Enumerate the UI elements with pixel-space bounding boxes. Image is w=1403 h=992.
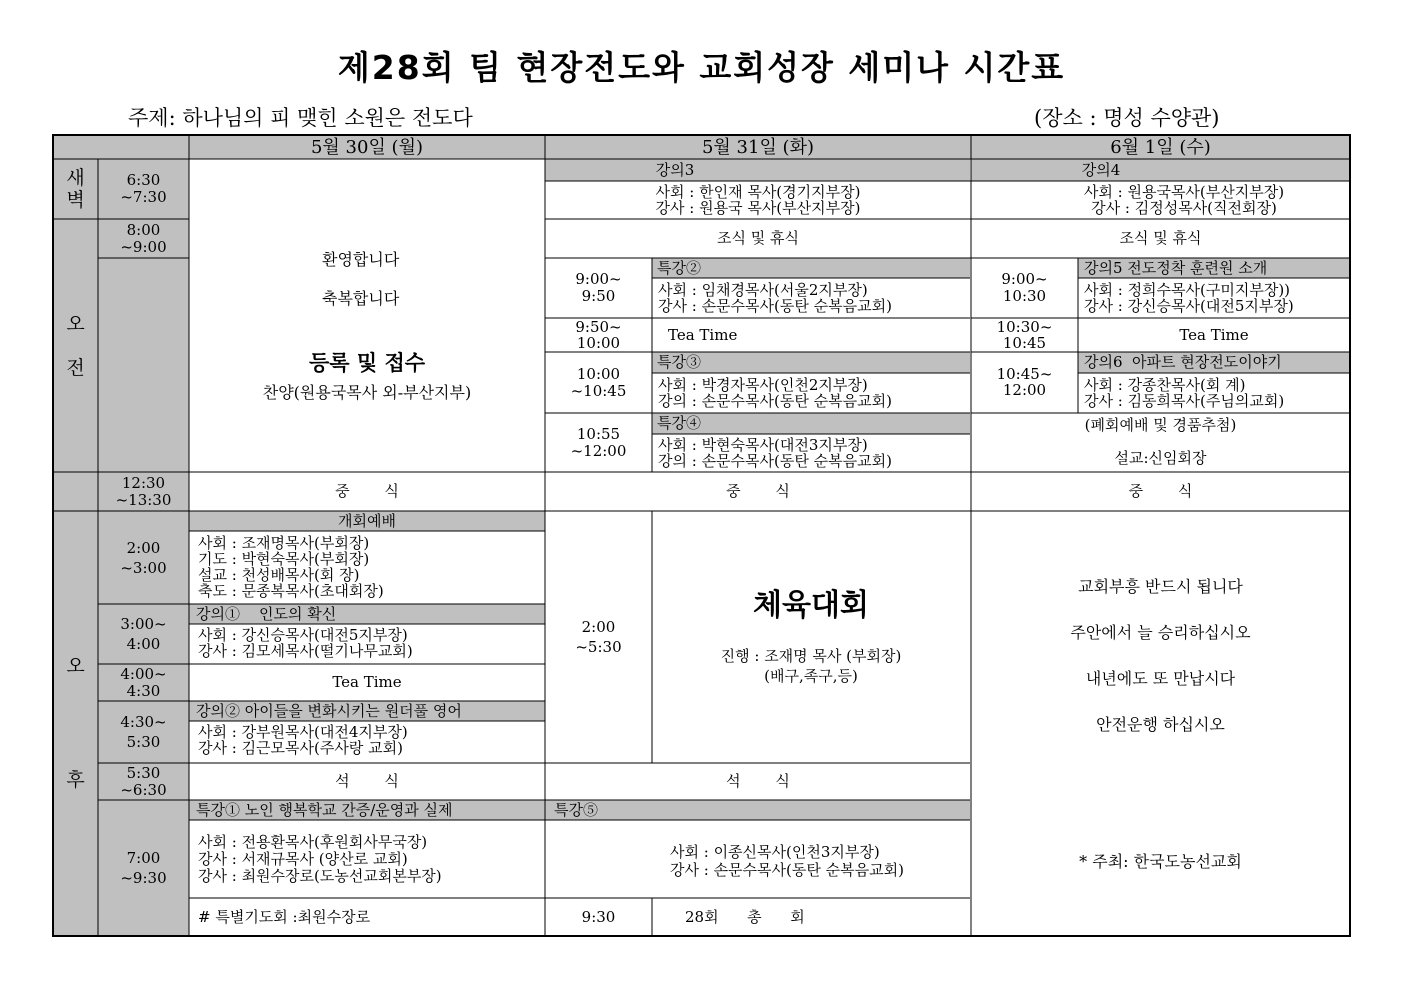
special2-body: 사회 : 임채경목사(서울2지부장) 강사 : 손문수목사(동탄 순복음교회) xyxy=(658,281,892,315)
special2-header: 특강② xyxy=(657,259,701,277)
lecture4-body: 사회 : 원용국목사(부산지부장) 강사 : 김정성목사(직전회장) xyxy=(1083,183,1285,217)
closing-message-1: 교회부흥 반드시 됩니다 xyxy=(1078,576,1243,596)
praise-text: 찬양(원용국목사 외-부산지부) xyxy=(262,382,472,402)
special4-body: 사회 : 박현숙목사(대전3지부장) 강의 : 손문수목사(동탄 순복음교회) xyxy=(658,436,892,470)
sports-time: 2:00 ~5:30 xyxy=(575,618,622,656)
general-meeting-time: 9:30 xyxy=(581,907,616,926)
time-1400: 2:00 ~3:00 xyxy=(120,538,167,577)
lecture1-body: 사회 : 강신승목사(대전5지부장) 강사 : 김모세목사(떨기나무교회) xyxy=(198,626,413,660)
lecture6-body: 사회 : 강종찬목사(회 계) 강사 : 김동희목사(주님의교회) xyxy=(1084,376,1285,410)
period-pm: 오 후 xyxy=(66,655,85,791)
lecture4-header: 강의4 xyxy=(1081,160,1121,179)
time-1500: 3:00~ 4:00 xyxy=(120,615,167,653)
tue-time-1000: 10:00 ~10:45 xyxy=(570,364,627,400)
closing-message-2: 주안에서 늘 승리하십시오 xyxy=(1070,622,1251,642)
opening-service-body: 사회 : 조재명목사(부회장) 기도 : 박현숙목사(부회장) 설교 : 천성배목사(회 장) 축도 : 문종복목사(초대회장) xyxy=(198,534,384,600)
special5-body: 사회 : 이종신목사(인천3지부장) 강사 : 손문수목사(동탄 순복음교회) xyxy=(670,843,904,879)
period-dawn: 새 벽 xyxy=(66,167,85,211)
closing-message-4: 안전운행 하십시오 xyxy=(1096,714,1225,734)
mon-tea-time: Tea Time xyxy=(332,673,402,691)
lecture6-header: 강의6 아파트 현장전도이야기 xyxy=(1084,353,1282,371)
welcome-line2: 축복합니다 xyxy=(322,289,400,308)
tue-time-0900: 9:00~ 9:50 xyxy=(575,270,622,305)
tue-lunch: 중 식 xyxy=(726,482,790,500)
host-text: * 주최: 한국도농선교회 xyxy=(1079,851,1242,871)
time-1600: 4:00~ 4:30 xyxy=(120,664,167,700)
place-text: (장소 : 명성 수양관) xyxy=(1034,106,1220,130)
welcome-line1: 환영합니다 xyxy=(322,250,400,269)
page-title: 제28회 팀 현장전도와 교회성장 세미나 시간표 xyxy=(337,48,1066,87)
closing-message-3: 내년에도 또 만납시다 xyxy=(1085,668,1236,688)
tue-time-1055: 10:55 ~12:00 xyxy=(570,424,627,460)
wed-lunch: 중 식 xyxy=(1128,482,1193,500)
special1-body: 사회 : 전용환목사(후원회사무국장) 강사 : 서재규목사 (양산로 교회) 강사 : 최원수장로(도농선교회본부장) xyxy=(198,833,442,885)
mon-lunch: 중 식 xyxy=(335,482,399,500)
registration-text: 등록 및 접수 xyxy=(308,349,426,375)
wed-time-0900: 9:00~ 10:30 xyxy=(1001,270,1048,305)
lecture2-body: 사회 : 강부원목사(대전4지부장) 강사 : 김근모목사(주사랑 교회) xyxy=(198,723,408,757)
special5-header: 특강⑤ xyxy=(554,801,598,819)
day-header-wed: 6월 1일 (수) xyxy=(1110,136,1211,158)
special3-header: 특강③ xyxy=(657,353,701,371)
general-meeting: 28회 총 회 xyxy=(685,908,805,926)
closing-service: (폐회예배 및 경품추첨) xyxy=(1084,415,1237,434)
day-header-mon: 5월 30일 (월) xyxy=(310,136,423,158)
time-1230: 12:30 ~13:30 xyxy=(115,473,172,509)
time-0630: 6:30 ~7:30 xyxy=(120,171,167,206)
period-am: 오 전 xyxy=(66,312,85,379)
wed-time-1030: 10:30~ 10:45 xyxy=(996,318,1053,352)
time-1730: 5:30 ~6:30 xyxy=(120,763,167,799)
tue-time-0950: 9:50~ 10:00 xyxy=(575,318,622,352)
sports-day: 체육대회 xyxy=(753,587,869,623)
lecture5-header: 강의5 전도정착 훈련원 소개 xyxy=(1084,259,1268,277)
closing-sermon: 설교:신임회장 xyxy=(1114,448,1207,467)
wed-time-1045: 10:45~ 12:00 xyxy=(996,365,1053,399)
sports-host: 진행 : 조재명 목사 (부회장) xyxy=(720,646,902,665)
opening-service-header: 개회예배 xyxy=(338,511,396,530)
tue-tea-time: Tea Time xyxy=(668,326,738,344)
mon-dinner: 석 식 xyxy=(335,772,399,790)
lecture3-body: 사회 : 한인재 목사(경기지부장) 강사 : 원용국 목사(부산지부장) xyxy=(655,183,861,217)
lecture5-body: 사회 : 정희수목사(구미지부장)) 강사 : 강신승목사(대전5지부장) xyxy=(1084,281,1294,315)
special3-body: 사회 : 박경자목사(인천2지부장) 강의 : 손문수목사(동탄 순복음교회) xyxy=(658,376,892,410)
time-0800: 8:00 ~9:00 xyxy=(120,220,167,256)
special-prayer: # 특별기도회 :최원수장로 xyxy=(198,908,371,926)
wed-breakfast: 조식 및 휴식 xyxy=(1119,229,1202,247)
lecture3-header: 강의3 xyxy=(655,160,695,179)
time-1900: 7:00 ~9:30 xyxy=(120,849,167,887)
special4-header: 특강④ xyxy=(657,414,701,432)
lecture2-header: 강의② 아이들을 변화시키는 원더풀 영어 xyxy=(196,702,462,720)
theme-text: 주제: 하나님의 피 맺힌 소원은 전도다 xyxy=(128,106,473,130)
sports-items: (배구,족구,등) xyxy=(764,666,858,685)
day-header-tue: 5월 31일 (화) xyxy=(701,136,814,158)
time-1630: 4:30~ 5:30 xyxy=(120,713,167,751)
special1-header: 특강① 노인 행복학교 간증/운영과 실제 xyxy=(196,801,453,819)
wed-tea-time: Tea Time xyxy=(1179,325,1249,344)
lecture1-header: 강의① 인도의 확신 xyxy=(196,605,337,623)
tue-dinner: 석 식 xyxy=(726,772,790,790)
tue-breakfast: 조식 및 휴식 xyxy=(717,229,799,247)
